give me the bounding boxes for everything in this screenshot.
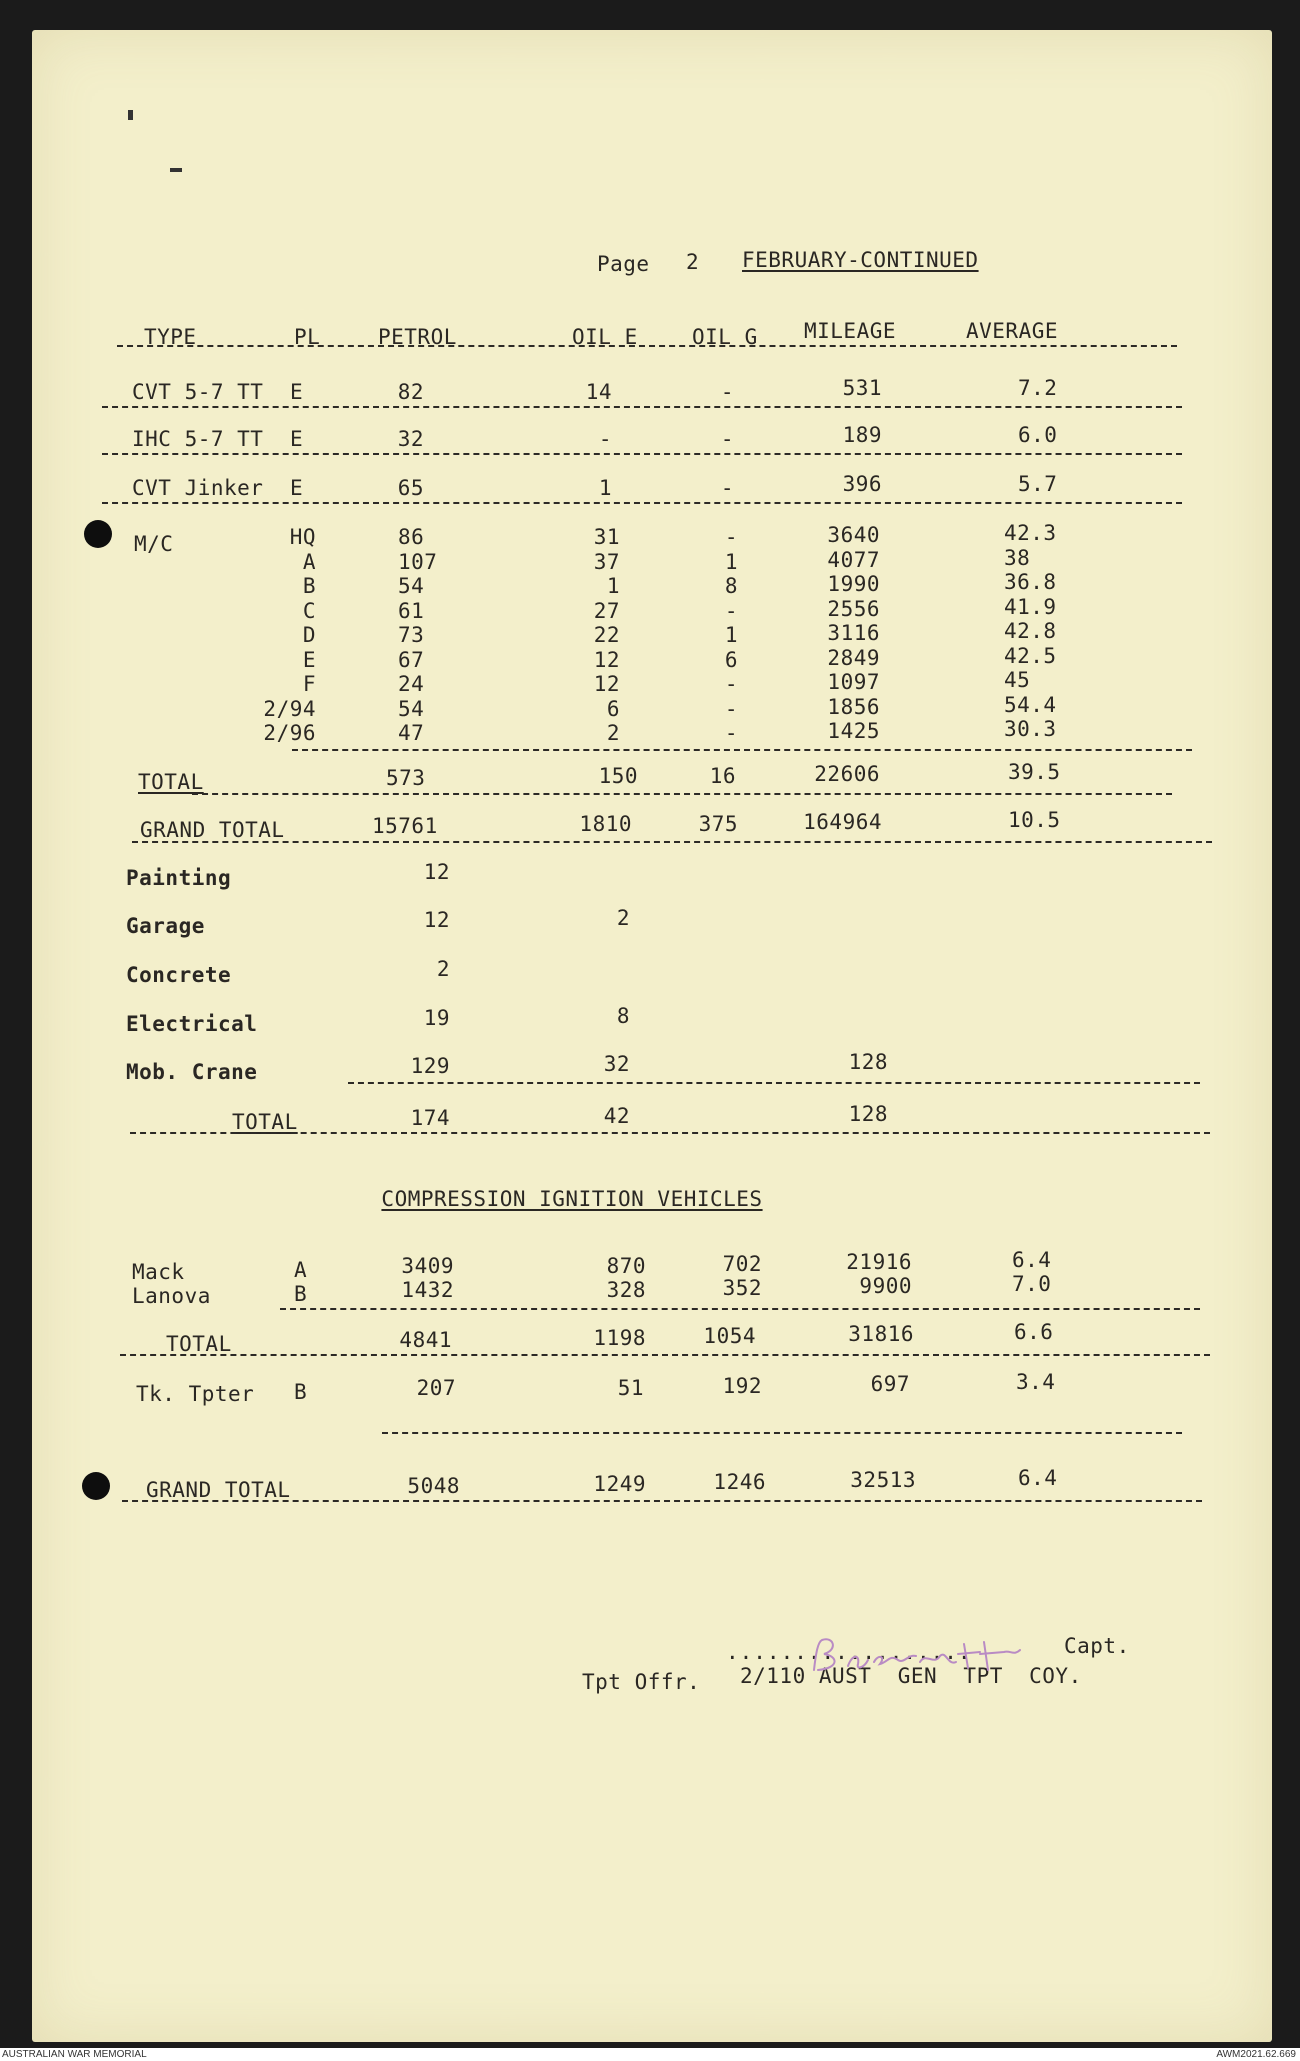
document-page [32, 30, 1272, 2042]
ci-total-petrol: 4841 [399, 1328, 452, 1352]
tk-rule [382, 1432, 1182, 1434]
tk-pl: B [294, 1380, 308, 1404]
grand-total-1-label: GRAND TOTAL [140, 818, 285, 842]
misc-type: Garage [126, 914, 205, 938]
mc-average: 54.4 [1004, 693, 1057, 717]
mc-average: 42.8 [1004, 619, 1057, 643]
column-header-1: PL [294, 325, 321, 349]
misc-total-label: TOTAL [232, 1110, 298, 1134]
ci-average: 6.4 [1012, 1248, 1052, 1272]
column-header-6: AVERAGE [966, 319, 1059, 343]
mc-petrol: 86 [398, 525, 425, 549]
mc-petrol: 61 [398, 599, 425, 623]
grand-total-2-oil-g: 1246 [713, 1470, 766, 1494]
vehicle-mileage: 396 [842, 472, 882, 496]
tk-petrol: 207 [416, 1376, 456, 1400]
archive-name: AUSTRALIAN WAR MEMORIAL [2, 2049, 147, 2060]
misc-total-mileage: 128 [848, 1102, 888, 1126]
misc-petrol: 129 [410, 1054, 450, 1078]
mc-petrol: 54 [398, 697, 425, 721]
vehicle-petrol: 32 [397, 427, 424, 451]
mc-average: 42.5 [1004, 644, 1057, 668]
mc-average: 41.9 [1004, 595, 1057, 619]
mc-oil-g: - [724, 721, 738, 745]
ci-petrol: 3409 [401, 1254, 454, 1278]
signoff-rank: Capt. [1064, 1634, 1130, 1658]
ci-average: 7.0 [1012, 1272, 1052, 1296]
mc-total-label: TOTAL [138, 770, 204, 794]
ci-mileage: 21916 [846, 1250, 912, 1274]
misc-petrol: 2 [436, 957, 450, 981]
mc-oil-e: 1 [606, 574, 620, 598]
tk-type: Tk. Tpter [136, 1382, 255, 1406]
mc-petrol: 67 [398, 648, 425, 672]
vehicle-type: IHC 5-7 TT [132, 427, 264, 451]
misc-petrol: 12 [423, 860, 450, 884]
grand-total-2-rule [122, 1500, 1202, 1502]
mc-oil-e: 37 [593, 550, 620, 574]
punch-hole-bottom [82, 1472, 110, 1500]
column-header-5: MILEAGE [804, 319, 897, 343]
mc-pl: F [302, 672, 316, 696]
ci-total-mileage: 31816 [848, 1322, 914, 1346]
row-rule [102, 453, 1182, 455]
mc-mileage: 2849 [827, 646, 880, 670]
mc-oil-g: 1 [724, 550, 738, 574]
mc-pl: B [302, 574, 316, 598]
vehicle-oil-e: 1 [598, 476, 612, 500]
row-rule [102, 502, 1182, 504]
mc-petrol: 73 [398, 623, 425, 647]
staple-mark [128, 110, 133, 120]
tk-mileage: 697 [870, 1372, 910, 1396]
misc-oil-e: 32 [603, 1052, 630, 1076]
vehicle-oil-g: - [720, 380, 734, 404]
mc-oil-g: - [724, 697, 738, 721]
archive-id: AWM2021.62.669 [1216, 2049, 1296, 2060]
tk-oil-g: 192 [722, 1374, 762, 1398]
ci-total-oil-e: 1198 [593, 1326, 646, 1350]
grand-total-1-oil-e: 1810 [579, 812, 632, 836]
misc-type: Electrical [126, 1012, 258, 1036]
mc-mileage: 3116 [827, 621, 880, 645]
total-rule [192, 793, 1172, 795]
signoff-unit: 2/110 AUST GEN TPT COY. [740, 1664, 1082, 1688]
mc-end-rule [292, 749, 1192, 751]
vehicle-pl: E [290, 427, 304, 451]
mc-pl: D [302, 623, 316, 647]
signature-dots: .................. [726, 1640, 972, 1664]
vehicle-average: 7.2 [1018, 376, 1058, 400]
mc-oil-g: - [724, 672, 738, 696]
mc-label: M/C [134, 532, 174, 556]
misc-oil-e: 8 [616, 1004, 630, 1028]
mc-pl: C [302, 599, 316, 623]
ci-total-rule [120, 1354, 1210, 1356]
header-rule [117, 345, 1177, 347]
grand-total-1-mileage: 164964 [803, 810, 882, 834]
mc-oil-e: 12 [593, 672, 620, 696]
misc-type: Mob. Crane [126, 1060, 258, 1084]
page-label: Page [597, 252, 650, 276]
ci-oil-g: 352 [722, 1276, 762, 1300]
vehicle-average: 5.7 [1018, 472, 1058, 496]
grand-total-1-rule [132, 841, 1212, 843]
vehicle-oil-e: - [598, 427, 612, 451]
ci-oil-g: 702 [722, 1252, 762, 1276]
misc-mileage: 128 [848, 1050, 888, 1074]
ci-total-average: 6.6 [1014, 1320, 1054, 1344]
vehicle-pl: E [290, 380, 304, 404]
mc-mileage: 1990 [827, 572, 880, 596]
vehicle-mileage: 531 [842, 376, 882, 400]
column-header-4: OIL G [692, 325, 758, 349]
mc-petrol: 47 [398, 721, 425, 745]
ci-pl: A [294, 1258, 308, 1282]
mc-oil-e: 22 [593, 623, 620, 647]
ci-oil-e: 328 [606, 1278, 646, 1302]
tk-oil-e: 51 [617, 1376, 644, 1400]
vehicle-average: 6.0 [1018, 423, 1058, 447]
mc-mileage: 3640 [827, 523, 880, 547]
mc-mileage: 1425 [827, 719, 880, 743]
ci-total-oil-g: 1054 [703, 1324, 756, 1348]
grand-total-2-average: 6.4 [1018, 1466, 1058, 1490]
ci-petrol: 1432 [401, 1278, 454, 1302]
mc-oil-g: 6 [724, 648, 738, 672]
column-header-0: TYPE [144, 325, 197, 349]
mc-petrol: 107 [398, 550, 438, 574]
row-rule [102, 406, 1182, 408]
mc-average: 42.3 [1004, 521, 1057, 545]
mc-total-average: 39.5 [1008, 760, 1061, 784]
misc-total-oil-e: 42 [603, 1104, 630, 1128]
grand-total-2-oil-e: 1249 [593, 1472, 646, 1496]
mc-mileage: 4077 [827, 548, 880, 572]
grand-total-1-oil-g: 375 [698, 812, 738, 836]
mc-total-petrol: 573 [386, 766, 426, 790]
vehicle-type: CVT Jinker [132, 476, 264, 500]
grand-total-1-average: 10.5 [1008, 808, 1061, 832]
mc-petrol: 24 [398, 672, 425, 696]
mc-oil-e: 27 [593, 599, 620, 623]
page-title: FEBRUARY-CONTINUED [742, 248, 979, 272]
mc-pl: E [302, 648, 316, 672]
mc-mileage: 1097 [827, 670, 880, 694]
ci-section-title: COMPRESSION IGNITION VEHICLES [381, 1187, 763, 1211]
grand-total-2-petrol: 5048 [407, 1474, 460, 1498]
vehicle-pl: E [290, 476, 304, 500]
staple-mark-2 [170, 168, 182, 172]
mc-pl: HQ [289, 525, 316, 549]
misc-total-petrol: 174 [410, 1106, 450, 1130]
column-header-3: OIL E [572, 325, 638, 349]
ci-oil-e: 870 [606, 1254, 646, 1278]
column-header-2: PETROL [378, 325, 457, 349]
grand-total-1-petrol: 15761 [372, 814, 438, 838]
vehicle-oil-e: 14 [585, 380, 612, 404]
vehicle-type: CVT 5-7 TT [132, 380, 264, 404]
vehicle-oil-g: - [720, 427, 734, 451]
mc-mileage: 1856 [827, 695, 880, 719]
vehicle-oil-g: - [720, 476, 734, 500]
grand-total-2-mileage: 32513 [850, 1468, 916, 1492]
mc-oil-e: 12 [593, 648, 620, 672]
misc-type: Concrete [126, 963, 232, 987]
mc-petrol: 54 [398, 574, 425, 598]
mc-oil-e: 31 [593, 525, 620, 549]
misc-petrol: 12 [423, 908, 450, 932]
mc-total-oil-e: 150 [598, 764, 638, 788]
mc-average: 38 [1004, 546, 1031, 570]
mc-total-mileage: 22606 [814, 762, 880, 786]
vehicle-petrol: 82 [397, 380, 424, 404]
mc-pl: 2/94 [263, 697, 316, 721]
mc-oil-g: - [724, 525, 738, 549]
mc-average: 30.3 [1004, 717, 1057, 741]
mc-pl: 2/96 [263, 721, 316, 745]
mc-oil-g: 1 [724, 623, 738, 647]
vehicle-petrol: 65 [397, 476, 424, 500]
punch-hole-top [84, 520, 112, 548]
misc-type: Painting [126, 866, 232, 890]
ci-total-label: TOTAL [166, 1332, 232, 1356]
mc-oil-g: - [724, 599, 738, 623]
mc-average: 45 [1004, 668, 1031, 692]
ci-type: Lanova [132, 1284, 211, 1308]
ci-type: Mack [132, 1260, 185, 1284]
signature-image [808, 1632, 1048, 1680]
misc-petrol: 19 [423, 1006, 450, 1030]
mc-oil-e: 2 [606, 721, 620, 745]
vehicle-mileage: 189 [842, 423, 882, 447]
page-number: 2 [686, 250, 700, 274]
mc-oil-g: 8 [724, 574, 738, 598]
mc-pl: A [302, 550, 316, 574]
grand-total-2-label: GRAND TOTAL [146, 1478, 291, 1502]
misc-oil-e: 2 [616, 906, 630, 930]
mc-total-oil-g: 16 [709, 764, 736, 788]
misc-end-rule [348, 1082, 1200, 1084]
archive-footer [0, 2048, 1300, 2061]
mc-mileage: 2556 [827, 597, 880, 621]
mc-oil-e: 6 [606, 697, 620, 721]
ci-mileage: 9900 [859, 1274, 912, 1298]
signoff-role: Tpt Offr. [582, 1670, 701, 1694]
tk-average: 3.4 [1016, 1370, 1056, 1394]
ci-pl: B [294, 1282, 308, 1306]
misc-total-rule [130, 1132, 1210, 1134]
ci-rule [280, 1308, 1200, 1310]
mc-average: 36.8 [1004, 570, 1057, 594]
